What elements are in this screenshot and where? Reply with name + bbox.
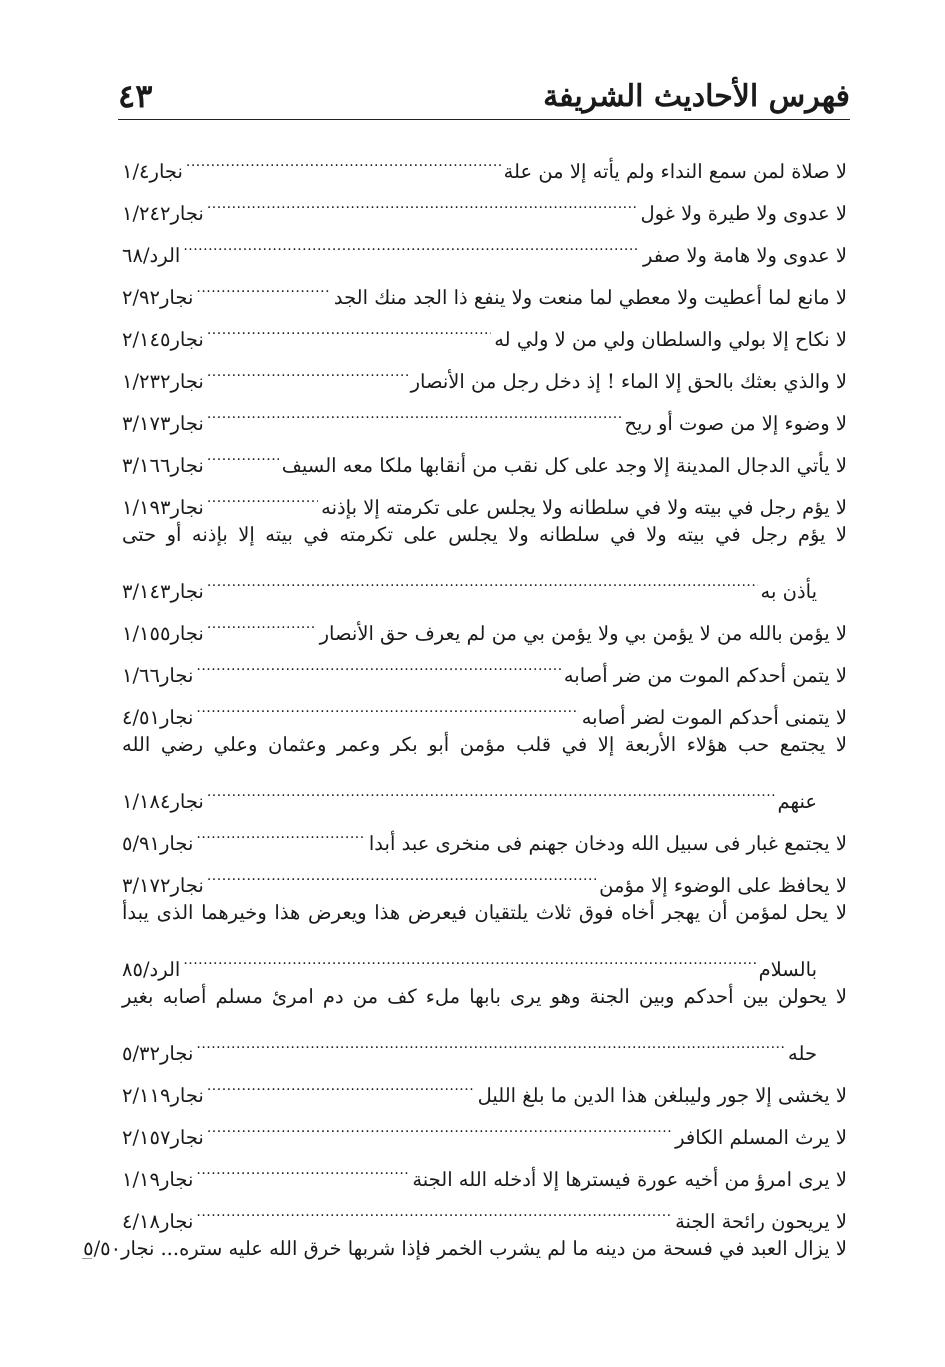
page-number: ٤٣ xyxy=(118,77,153,115)
source-reference: الرد/٦٨ xyxy=(122,244,181,267)
dot-leader xyxy=(196,682,578,724)
hadith-text: لا صلاة لمن سمع النداء ولم يأته إلا من علة xyxy=(503,160,847,183)
index-entry xyxy=(122,808,847,855)
hadith-text: لا يرث المسلم الكافر xyxy=(675,1126,847,1149)
index-entry-continuation xyxy=(122,766,847,813)
source-reference: نجار١/٦٦ xyxy=(122,664,194,687)
hadith-text: لا يأتي الدجال المدينة إلا وجد على كل نقب من أنقابها ملكا معه السيف xyxy=(281,454,847,477)
dot-leader xyxy=(196,1186,672,1228)
hadith-text: لا يحولن بين أحدكم وبين الجنة وهو يرى بابها ملء كف من دم امرئ مسلم أصابه بغير xyxy=(122,985,847,1008)
dot-leader xyxy=(207,346,408,388)
dot-leader xyxy=(207,430,279,472)
index-entry xyxy=(122,1060,847,1107)
source-reference: نجار٢/١٥٧ xyxy=(122,1126,204,1149)
source-reference: نجار٤/١٨ xyxy=(122,1210,194,1233)
header-rule xyxy=(118,119,850,120)
hadith-index-list xyxy=(83,136,847,1270)
index-entry-continuation xyxy=(122,1018,847,1065)
dot-leader xyxy=(207,850,596,892)
source-reference: نجار٢/١١٩ xyxy=(122,1084,204,1107)
hadith-text: لا عدوى ولا هامة ولا صفر xyxy=(642,244,847,267)
hadith-text: لا يجتمع حب هؤلاء الأربعة إلا في قلب مؤمن أبو بكر وعمر وعثمان وعلي رضي الله xyxy=(122,733,847,756)
source-reference: نجار٢/٩٢ xyxy=(122,286,194,309)
hadith-text: لا يؤم رجل في بيته ولا في سلطانه ولا يجلس على تكرمته في بيته إلا بإذنه أو حتى xyxy=(122,523,847,546)
hadith-text-continuation: يأذن به xyxy=(760,580,817,603)
dot-leader xyxy=(186,136,501,178)
hadith-text: لا يؤم رجل في بيته ولا في سلطانه ولا يجلس على تكرمته إلا بإذنه xyxy=(321,496,847,519)
index-entry xyxy=(122,136,847,183)
source-reference: نجار٣/١٧٣ xyxy=(122,412,204,435)
dot-leader xyxy=(207,1102,672,1144)
dot-leader xyxy=(207,598,317,640)
dot-leader xyxy=(207,388,622,430)
hadith-text: لا يجتمع غبار فى سبيل الله ودخان جهنم فى منخرى عبد أبدا xyxy=(368,832,847,855)
hadith-text-continuation: عنهم xyxy=(777,790,817,813)
source-reference: نجار٣/١٧٢ xyxy=(122,874,204,897)
hadith-text: لا يخشى إلا جور وليبلغن هذا الدين ما بلغ الليل xyxy=(477,1084,847,1107)
source-reference: نجار٥/٩١ xyxy=(122,832,194,855)
hadith-text-continuation: بالسلام xyxy=(758,958,817,981)
hadith-text-continuation: حله xyxy=(788,1042,817,1065)
page-title: فهرس الأحاديث الشريفة xyxy=(543,79,850,114)
source-reference: نجار٣/١٦٦ xyxy=(122,454,204,477)
index-entry xyxy=(122,892,847,934)
hadith-text: لا يحل لمؤمن أن يهجر أخاه فوق ثلاث يلتقيان فيعرض هذا ويعرض هذا وخيرهما الذى يبدأ xyxy=(122,901,847,924)
index-entry xyxy=(122,514,847,556)
dot-leader xyxy=(207,766,775,808)
index-entry-continuation xyxy=(122,556,847,603)
index-entry-continuation xyxy=(122,934,847,981)
source-reference: نجار٢/١٤٥ xyxy=(122,328,204,351)
dot-leader xyxy=(207,178,638,220)
source-reference: نجار١/١٥٥ xyxy=(122,622,204,645)
dot-leader xyxy=(196,808,366,850)
index-entry xyxy=(83,1228,847,1270)
dot-leader xyxy=(207,1060,475,1102)
source-reference: نجار٤/٥١ xyxy=(122,706,194,729)
dot-leader xyxy=(207,556,758,598)
source-reference: نجار٥/٥٠ xyxy=(83,1237,155,1260)
hadith-text: لا يريحون رائحة الجنة xyxy=(675,1210,847,1233)
dot-leader xyxy=(196,640,560,682)
source-reference: نجار٣/١٤٣ xyxy=(122,580,204,603)
hadith-text: لا مانع لما أعطيت ولا معطي لما منعت ولا ينفع ذا الجد منك الجد xyxy=(333,286,847,309)
dot-leader xyxy=(207,304,491,346)
hadith-text: لا يحافظ على الوضوء إلا مؤمن xyxy=(599,874,847,897)
hadith-text: لا عدوى ولا طيرة ولا غول xyxy=(640,202,847,225)
source-reference: نجار١/١٩٣ xyxy=(122,496,204,519)
index-entry xyxy=(122,598,847,645)
hadith-text: لا نكاح إلا بولي والسلطان ولي من لا ولي له xyxy=(494,328,847,351)
scan-mark xyxy=(82,1258,92,1259)
index-entry xyxy=(122,724,847,766)
hadith-text: لا يتمنى أحدكم الموت لضر أصابه xyxy=(581,706,847,729)
hadith-text: لا يزال العبد في فسحة من دينه ما لم يشرب الخمر فإذا شربها خرق الله عليه ستره... xyxy=(160,1237,847,1260)
dot-leader xyxy=(207,472,318,514)
hadith-text: لا يرى امرؤ من أخيه عورة فيسترها إلا أدخله الله الجنة xyxy=(412,1168,847,1191)
dot-leader xyxy=(196,1144,409,1186)
page-header xyxy=(118,56,850,115)
hadith-text: لا والذي بعثك بالحق إلا الماء ! إذ دخل رجل من الأنصار xyxy=(410,370,847,393)
source-reference: نجار١/٤ xyxy=(122,160,183,183)
source-reference: نجار١/١٩ xyxy=(122,1168,194,1191)
source-reference: نجار١/٢٣٢ xyxy=(122,370,204,393)
dot-leader xyxy=(196,1018,785,1060)
dot-leader xyxy=(183,934,755,976)
source-reference: نجار٥/٣٢ xyxy=(122,1042,194,1065)
hadith-text: لا يؤمن بالله من لا يؤمن بي ولا يؤمن بي من لم يعرف حق الأنصار xyxy=(319,622,847,645)
hadith-text: لا وضوء إلا من صوت أو ريح xyxy=(624,412,847,435)
dot-leader xyxy=(196,262,330,304)
source-reference: نجار١/١٨٤ xyxy=(122,790,204,813)
source-reference: الرد/٨٥ xyxy=(122,958,181,981)
hadith-text: لا يتمن أحدكم الموت من ضر أصابه xyxy=(563,664,847,687)
dot-leader xyxy=(183,220,640,262)
index-entry xyxy=(122,976,847,1018)
source-reference: نجار١/٢٤٢ xyxy=(122,202,204,225)
